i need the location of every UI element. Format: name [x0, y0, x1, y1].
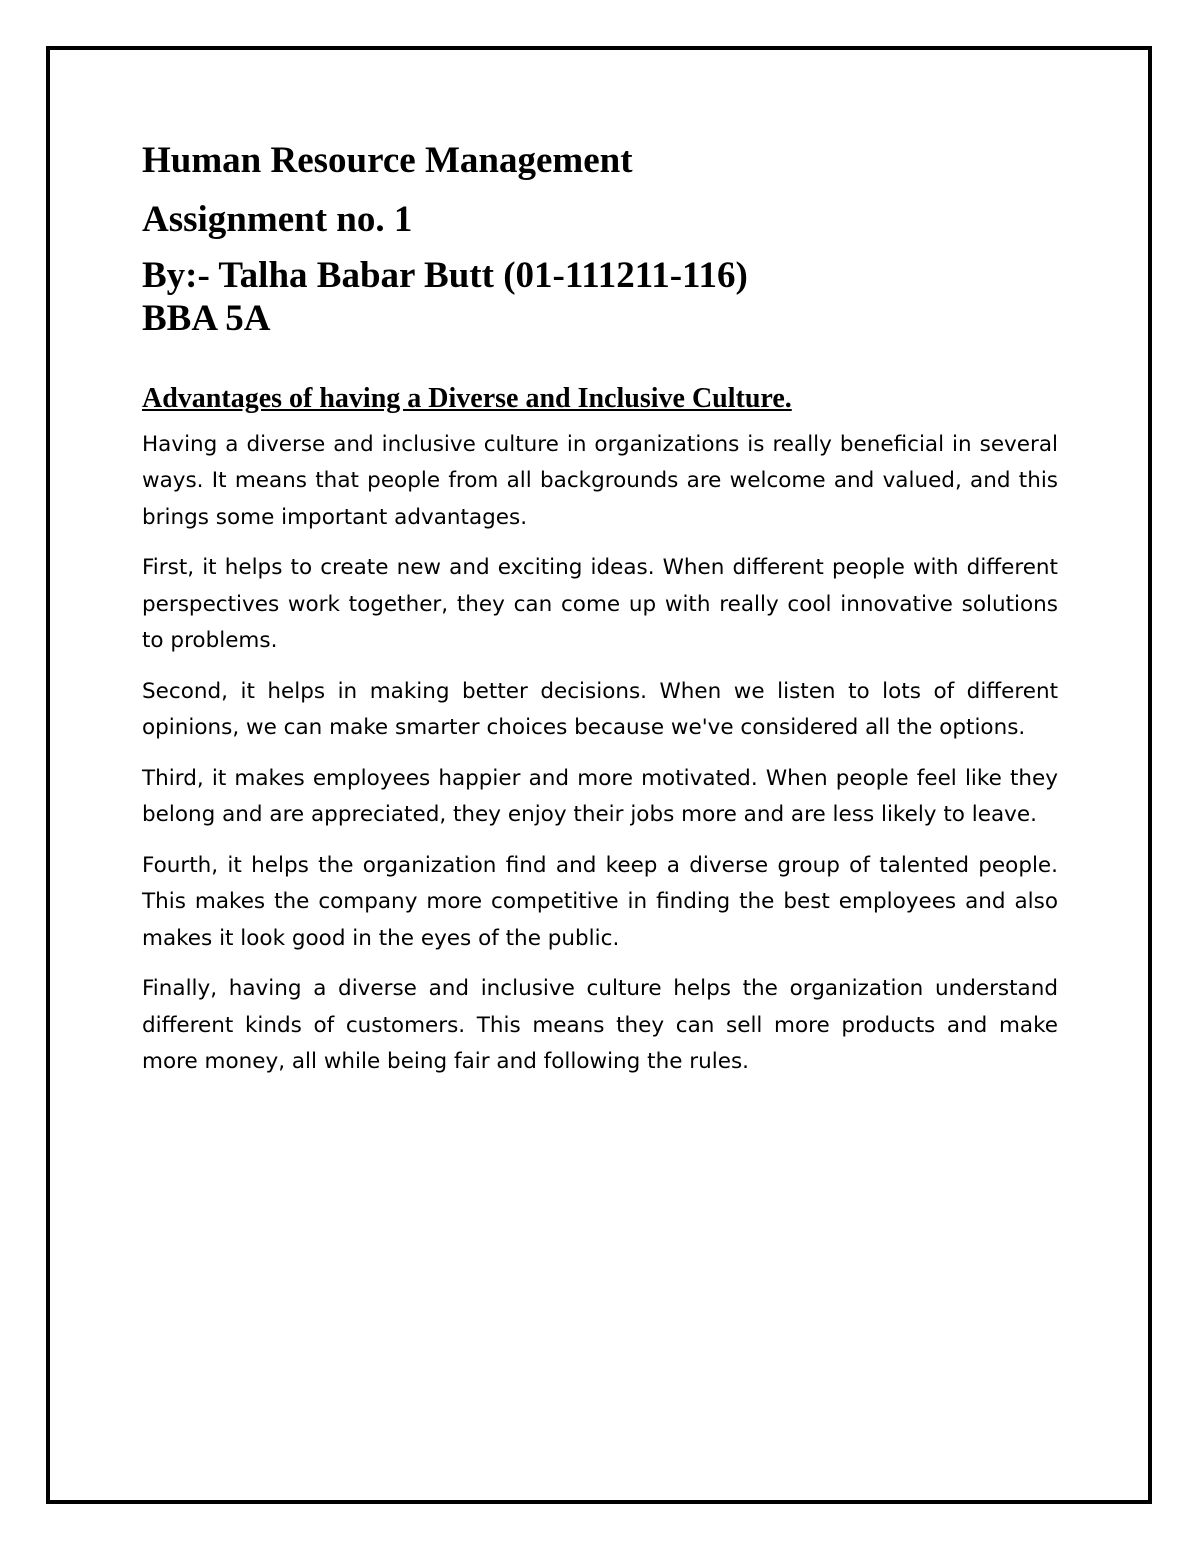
- paragraph-third: Third, it makes employees happier and more motivated. When people feel like they belong and are appreciated, they enjoy their jobs more and are less likely to leave.: [142, 765, 1058, 828]
- paragraph-second: Second, it helps in making better decisions. When we listen to lots of different opinions, we can make smarter choices because we've considered all the options.: [142, 678, 1058, 741]
- document-title: Human Resource Management: [142, 140, 633, 181]
- paragraph-intro: Having a diverse and inclusive culture in organizations is really beneficial in several ways. It means that people from all backgrounds are welcome and valued, and this brings some important advantages.: [142, 431, 1058, 530]
- paragraph-first: First, it helps to create new and exciting ideas. When different people with different perspectives work together, they can come up with really cool innovative solutions to problems.: [142, 555, 1058, 654]
- class-line: BBA 5A: [142, 297, 271, 339]
- paragraph-fourth: Fourth, it helps the organization find and keep a diverse group of talented people. This makes the company more competitive in finding the best employees and also makes it look good in the eyes of the public.: [142, 852, 1058, 951]
- author-line: By:- Talha Babar Butt (01-111211-116): [142, 255, 748, 297]
- section-title: Advantages of having a Diverse and Inclusive Culture.: [142, 383, 792, 415]
- assignment-number: Assignment no. 1: [142, 198, 413, 240]
- paragraph-finally: Finally, having a diverse and inclusive culture helps the organization understand different kinds of customers. This means they can sell more products and make more money, all while being fair and following the rules.: [142, 976, 1058, 1075]
- document-body: [142, 140, 1058, 1081]
